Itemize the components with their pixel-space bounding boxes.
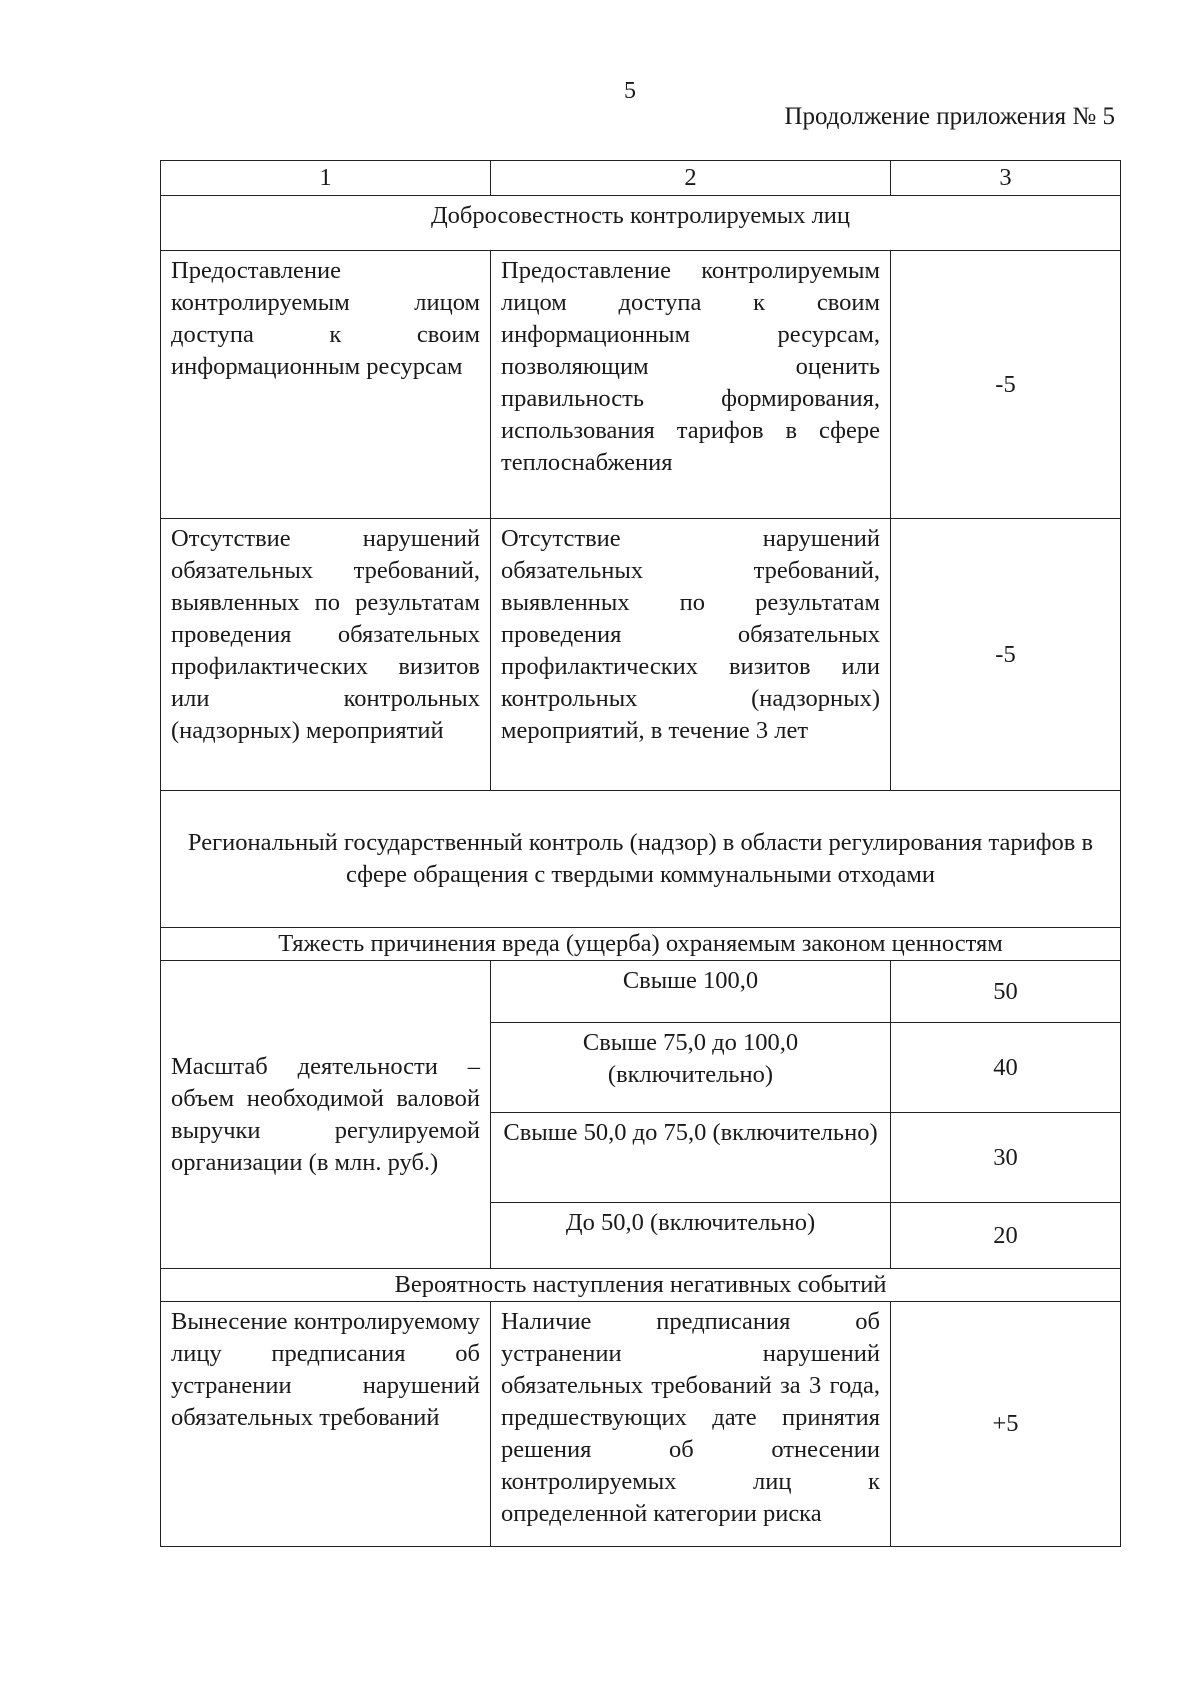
table-row [161,519,1121,791]
score-cell: -5 [891,251,1121,519]
column-header-3: 3 [891,161,1121,196]
criterion-cell: Масштаб деятельности – объем необходимой валовой выручки регулируемой организации (в млн. руб.) [161,961,491,1269]
section-title-probability: Вероятность наступления негативных событий [161,1269,1121,1302]
section-row-regional-control [161,791,1121,928]
table-row [161,961,1121,1023]
score-cell: 20 [891,1203,1121,1269]
scale-range-cell: Свыше 50,0 до 75,0 (включительно) [491,1113,891,1203]
table-row [161,1302,1121,1547]
section-row-probability [161,1269,1121,1302]
criterion-cell: Предоставление контролируемым лицом доступа к своим информационным ресурсам [161,251,491,519]
criterion-cell: Отсутствие нарушений обязательных требований, выявленных по результатам проведения обязательных профилактических визитов или контрольных (надзорных) мероприятий [161,519,491,791]
risk-criteria-table [160,160,1121,1547]
page-number: 5 [624,78,636,104]
section-row-good-faith [161,196,1121,251]
column-header-1: 1 [161,161,491,196]
score-cell: 50 [891,961,1121,1023]
description-cell: Отсутствие нарушений обязательных требований, выявленных по результатам проведения обязательных профилактических визитов или контрольных (надзорных) мероприятий, в течение 3 лет [491,519,891,791]
scale-range-cell: Свыше 75,0 до 100,0 (включительно) [491,1023,891,1113]
description-cell: Наличие предписания об устранении нарушений обязательных требований за 3 года, предшествующих дате принятия решения об отнесении контролируемых лиц к определенной категории риска [491,1302,891,1547]
description-cell: Предоставление контролируемым лицом доступа к своим информационным ресурсам, позволяющим оценить правильность формирования, использования тарифов в сфере теплоснабжения [491,251,891,519]
table-header-row [161,161,1121,196]
score-cell: 30 [891,1113,1121,1203]
criterion-cell: Вынесение контролируемому лицу предписания об устранении нарушений обязательных требований [161,1302,491,1547]
column-header-2: 2 [491,161,891,196]
score-cell: 40 [891,1023,1121,1113]
section-title-severity: Тяжесть причинения вреда (ущерба) охраняемым законом ценностям [161,928,1121,961]
scale-range-cell: Свыше 100,0 [491,961,891,1023]
score-cell: -5 [891,519,1121,791]
section-title-regional-control: Региональный государственный контроль (надзор) в области регулирования тарифов в сфере обращения с твердыми коммунальными отходами [161,791,1121,928]
scale-range-cell: До 50,0 (включительно) [491,1203,891,1269]
appendix-continuation-label: Продолжение приложения № 5 [784,103,1115,130]
section-title-good-faith: Добросовестность контролируемых лиц [161,196,1121,251]
section-row-severity [161,928,1121,961]
table-row [161,251,1121,519]
score-cell: +5 [891,1302,1121,1547]
